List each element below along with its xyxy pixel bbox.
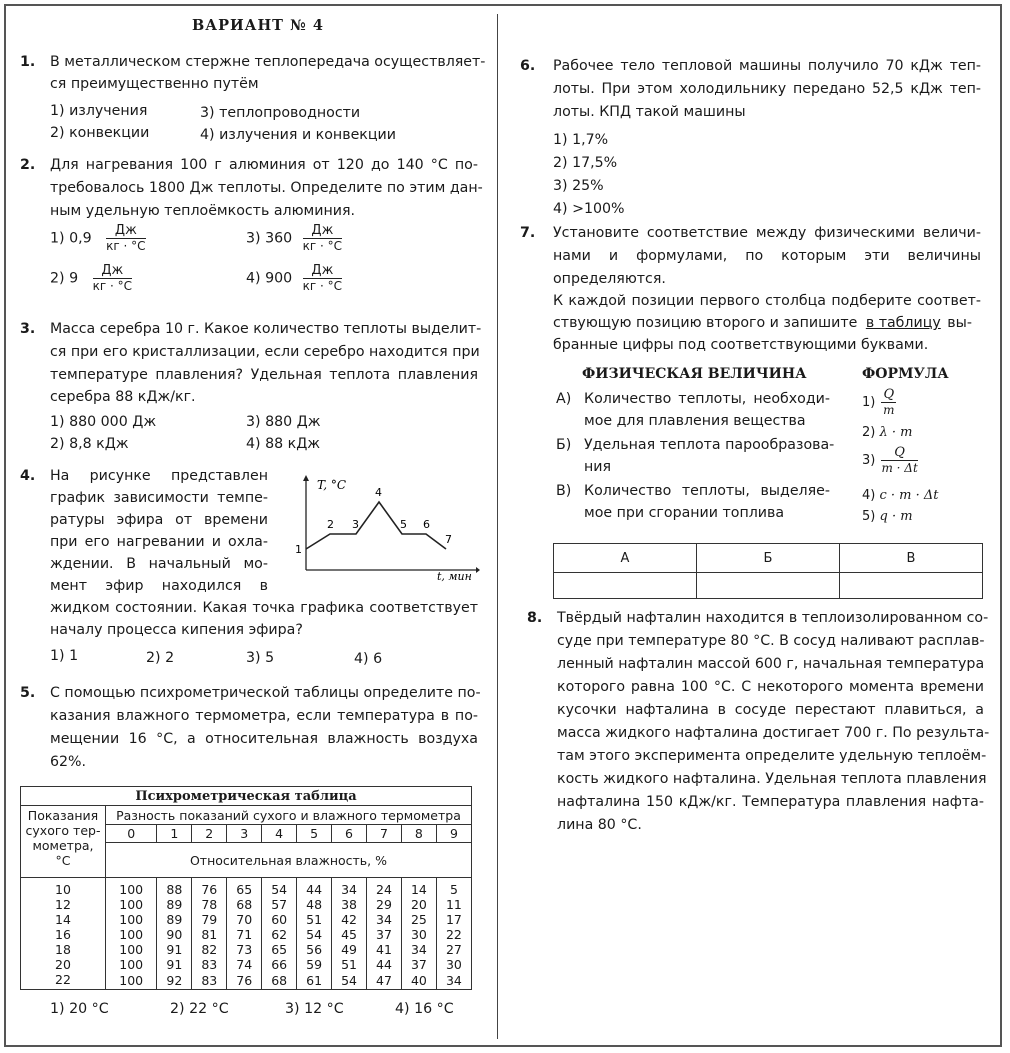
fraction-denominator: m (883, 403, 895, 417)
answer-option-2[interactable] (50, 264, 134, 293)
humidity-cell: 60 (262, 912, 297, 927)
row-header-line: Показания (27, 808, 99, 823)
answer-option-3[interactable]: 3) 5 (246, 650, 275, 666)
row-header-line: сухого тер- (25, 823, 101, 838)
fraction-numerator: Q (881, 446, 917, 461)
question-text: определяются. (553, 271, 666, 287)
question-text: ратуры эфира от времени (50, 512, 268, 528)
humidity-cell: 83 (192, 972, 227, 990)
dry-temp-cell: 22 (21, 972, 106, 990)
answer-cell-a[interactable] (554, 573, 697, 599)
row-header-line: °С (55, 853, 71, 868)
humidity-cell: 91 (157, 942, 192, 957)
answer-option-1[interactable]: 1) 20 °С (50, 1001, 109, 1017)
option-label: 3) 360 (246, 230, 293, 247)
humidity-cell: 68 (262, 972, 297, 990)
humidity-cell: 70 (227, 912, 262, 927)
question-text: кость жидкого нафталина. Удельная теплота плавления (557, 771, 987, 787)
formula-column-header: ФОРМУЛА (862, 366, 949, 382)
diff-cell: 9 (436, 825, 471, 843)
question-text: ся при его кристаллизации, если серебро находится при (50, 344, 480, 360)
option-label: 1) 0,9 (50, 230, 92, 247)
humidity-cell: 89 (157, 897, 192, 912)
diff-cell: 3 (227, 825, 262, 843)
humidity-cell: 29 (367, 897, 402, 912)
point-label-2: 2 (327, 518, 334, 531)
answer-option-1[interactable] (50, 224, 148, 253)
question-text: началу процесса кипения эфира? (50, 622, 303, 638)
humidity-cell: 88 (157, 878, 192, 898)
humidity-cell: 54 (262, 878, 297, 898)
answer-cell-v[interactable] (839, 573, 982, 599)
table-row (21, 912, 472, 927)
humidity-cell: 83 (192, 957, 227, 972)
variant-title: ВАРИАНТ № 4 (192, 17, 324, 34)
fraction-numerator: Q (883, 387, 895, 402)
answer-option-3[interactable]: 3) 12 °С (285, 1001, 344, 1017)
question-number: 2. (20, 157, 36, 173)
formula-text: q · m (879, 509, 913, 524)
answer-option-4[interactable]: 4) >100% (553, 201, 625, 217)
question-text: лоты. При этом холодильнику передано 52,5 кДж теп- (553, 81, 981, 97)
x-axis-label: t, мин (437, 570, 472, 583)
answer-option-4[interactable]: 4) излучения и конвекции (200, 127, 396, 143)
dry-temp-cell: 12 (21, 897, 106, 912)
humidity-cell: 79 (192, 912, 227, 927)
answer-option-1[interactable]: 1) 880 000 Дж (50, 414, 157, 430)
question-text: кусочки нафталина в сосуде перестают плавиться, а (557, 702, 984, 718)
humidity-cell: 45 (332, 927, 367, 942)
table-row (21, 897, 472, 912)
humidity-cell: 20 (401, 897, 436, 912)
instruction-text: К каждой позиции первого столбца подберите соответ- (553, 293, 981, 309)
dry-temp-cell: 16 (21, 927, 106, 942)
humidity-cell: 11 (436, 897, 471, 912)
fraction-denominator: m · Δt (881, 461, 918, 475)
answer-option-3[interactable]: 3) теплопроводности (200, 105, 361, 121)
y-axis-label: T, °С (317, 478, 347, 492)
humidity-cell: 61 (297, 972, 332, 990)
quantity-text: Количество теплоты, необходи- (584, 391, 830, 407)
quantity-text: мое для плавления вещества (584, 413, 806, 429)
answer-option-4[interactable]: 4) 88 кДж (246, 436, 321, 452)
fraction-denominator: кг · °С (92, 279, 132, 293)
question-text: ным удельную теплоёмкость алюминия. (50, 203, 355, 219)
quantity-label: Б) (556, 437, 572, 453)
question-text: требовалось 1800 Дж теплоты. Определите по этим дан- (50, 180, 483, 196)
formula-fraction (881, 446, 917, 475)
quantity-column-header: ФИЗИЧЕСКАЯ ВЕЛИЧИНА (582, 366, 807, 382)
question-text: мент эфир находился в (50, 578, 268, 594)
humidity-cell: 78 (192, 897, 227, 912)
answer-option-2[interactable]: 2) конвекции (50, 125, 150, 141)
table-link: в таблицу (865, 315, 941, 331)
answer-option-1[interactable]: 1) 1 (50, 648, 79, 664)
question-number: 7. (520, 225, 536, 241)
humidity-cell: 54 (332, 972, 367, 990)
humidity-cell: 65 (227, 878, 262, 898)
humidity-cell: 22 (436, 927, 471, 942)
question-text: нафталина 150 кДж/кг. Температура плавления нафта- (557, 794, 984, 810)
formula-label: 5) (862, 509, 876, 524)
humidity-cell: 100 (106, 957, 157, 972)
option-label: 2) 9 (50, 270, 79, 287)
question-number: 8. (527, 610, 543, 626)
humidity-cell: 37 (367, 927, 402, 942)
fraction-numerator: Дж (93, 264, 132, 279)
humidity-cell: 56 (297, 942, 332, 957)
answer-table (553, 543, 983, 599)
question-text: лина 80 °С. (557, 817, 642, 833)
question-text: ся преимущественно путём (50, 76, 259, 92)
formula-text: λ · m (879, 425, 913, 440)
diff-cell: 7 (367, 825, 402, 843)
humidity-cell: 100 (106, 878, 157, 898)
humidity-cell: 24 (367, 878, 402, 898)
unit-fraction (106, 224, 145, 253)
quantity-text: мое при сгорании топлива (584, 505, 785, 521)
point-label-6: 6 (423, 518, 430, 531)
y-axis-arrow (303, 475, 309, 481)
question-text: С помощью психрометрической таблицы определите по- (50, 685, 481, 701)
fraction-denominator: кг · °С (106, 239, 146, 253)
question-text: серебра 88 кДж/кг. (50, 389, 196, 405)
table-title: Психрометрическая таблица (21, 787, 472, 806)
diff-header: Разность показаний сухого и влажного термометра (106, 806, 472, 825)
temperature-time-graph (290, 472, 480, 584)
formula-label: 2) (862, 425, 876, 440)
humidity-cell: 68 (227, 897, 262, 912)
table-row (21, 972, 472, 990)
psychrometric-table (20, 786, 472, 990)
quantity-text: Количество теплоты, выделяе- (584, 483, 830, 499)
table-row (21, 942, 472, 957)
humidity-cell: 92 (157, 972, 192, 990)
answer-option-3[interactable] (246, 224, 344, 253)
answer-option-2[interactable]: 2) 17,5% (553, 155, 618, 171)
point-label-1: 1 (295, 543, 302, 556)
formula-text: c · m · Δt (879, 488, 939, 503)
humidity-cell: 100 (106, 927, 157, 942)
formula-fraction (881, 388, 896, 417)
unit-fraction (93, 264, 132, 293)
table-row (21, 927, 472, 942)
humidity-cell: 38 (332, 897, 367, 912)
question-number: 3. (20, 321, 36, 337)
humidity-cell: 30 (436, 957, 471, 972)
point-label-4: 4 (375, 486, 382, 499)
table-row (21, 878, 472, 898)
diff-cell: 6 (332, 825, 367, 843)
point-label-5: 5 (400, 518, 407, 531)
question-text: казания влажного термометра, если температура в по- (50, 708, 478, 724)
humidity-cell: 40 (401, 972, 436, 990)
question-text: лоты. КПД такой машины (553, 104, 746, 120)
question-text: при его нагревании и охла- (50, 534, 268, 550)
row-header (21, 806, 106, 878)
point-label-7: 7 (445, 533, 452, 546)
humidity-label: Относительная влажность, % (106, 843, 472, 878)
humidity-cell: 100 (106, 897, 157, 912)
humidity-cell: 44 (297, 878, 332, 898)
instruction-part: ствующую позицию второго и запишите (553, 315, 858, 331)
fraction-numerator: Дж (303, 264, 342, 279)
question-text: ленный нафталин массой 600 г, начальная температура (557, 656, 985, 672)
humidity-cell: 42 (332, 912, 367, 927)
diff-cell: 2 (192, 825, 227, 843)
instruction-part: вы- (947, 315, 972, 331)
humidity-cell: 89 (157, 912, 192, 927)
diff-cell: 8 (401, 825, 436, 843)
quantity-label: А) (556, 391, 572, 407)
humidity-cell: 76 (192, 878, 227, 898)
formula-label: 3) (862, 453, 876, 468)
quantity-text: Удельная теплота парообразова- (584, 437, 835, 453)
humidity-cell: 54 (297, 927, 332, 942)
humidity-cell: 37 (401, 957, 436, 972)
answer-option-3[interactable]: 3) 880 Дж (246, 414, 321, 430)
answer-header-b: Б (696, 544, 839, 573)
question-text: которого равна 100 °С. С некоторого момента времени (557, 679, 984, 695)
question-text: там этого эксперимента определите удельную теплоём- (557, 748, 987, 764)
option-label: 4) 900 (246, 270, 293, 287)
answer-option-1[interactable]: 1) излучения (50, 103, 148, 119)
humidity-cell: 81 (192, 927, 227, 942)
answer-option-2[interactable]: 2) 22 °С (170, 1001, 229, 1017)
diff-cell: 5 (297, 825, 332, 843)
humidity-cell: 100 (106, 972, 157, 990)
fraction-denominator: кг · °С (302, 279, 343, 293)
humidity-cell: 48 (297, 897, 332, 912)
humidity-cell: 76 (227, 972, 262, 990)
humidity-cell: 5 (436, 878, 471, 898)
question-text: жидком состоянии. Какая точка графика соответствует (50, 600, 478, 616)
question-text: В металлическом стержне теплопередача осуществляет- (50, 54, 486, 70)
humidity-cell: 51 (297, 912, 332, 927)
answer-option-1[interactable]: 1) 1,7% (553, 132, 609, 148)
answer-option-2[interactable]: 2) 8,8 кДж (50, 436, 129, 452)
instruction-text: бранные цифры под соответствующими буквами. (553, 337, 929, 353)
unit-fraction (303, 264, 342, 293)
formula-1 (862, 388, 898, 417)
question-text: ждении. В начальный мо- (50, 556, 268, 572)
question-number: 5. (20, 685, 36, 701)
humidity-cell: 14 (401, 878, 436, 898)
question-text: нами и формулами, по которым эти величины (553, 248, 981, 264)
humidity-cell: 71 (227, 927, 262, 942)
dry-temp-cell: 18 (21, 942, 106, 957)
question-text: мещении 16 °С, а относительная влажность воздуха (50, 731, 478, 747)
humidity-cell: 25 (401, 912, 436, 927)
diff-cell: 1 (157, 825, 192, 843)
formula-label: 4) (862, 488, 876, 503)
question-text: температуре плавления? Удельная теплота плавления (50, 367, 478, 383)
fraction-numerator: Дж (303, 224, 342, 239)
question-text: суде при температуре 80 °С. В сосуд наливают расплав- (557, 633, 985, 649)
humidity-cell: 90 (157, 927, 192, 942)
diff-cell: 0 (106, 825, 157, 843)
answer-header-a: А (554, 544, 697, 573)
formula-4 (862, 488, 939, 503)
humidity-cell: 34 (401, 942, 436, 957)
humidity-cell: 66 (262, 957, 297, 972)
question-text: масса жидкого нафталина достигает 700 г. По результа- (557, 725, 990, 741)
humidity-cell: 57 (262, 897, 297, 912)
humidity-cell: 82 (192, 942, 227, 957)
column-divider (497, 14, 498, 1039)
answer-option-4[interactable]: 4) 6 (354, 651, 383, 667)
table-row (21, 957, 472, 972)
humidity-cell: 59 (297, 957, 332, 972)
answer-option-3[interactable]: 3) 25% (553, 178, 604, 194)
quantity-label: В) (556, 483, 572, 499)
humidity-cell: 47 (367, 972, 402, 990)
question-text: Для нагревания 100 г алюминия от 120 до 140 °С по- (50, 157, 478, 173)
humidity-cell: 49 (332, 942, 367, 957)
formula-2 (862, 425, 912, 440)
question-number: 6. (520, 58, 536, 74)
dry-temp-cell: 14 (21, 912, 106, 927)
question-text: Масса серебра 10 г. Какое количество теплоты выделит- (50, 321, 482, 337)
answer-header-v: В (839, 544, 982, 573)
answer-option-2[interactable]: 2) 2 (146, 650, 175, 666)
dry-temp-cell: 20 (21, 957, 106, 972)
humidity-cell: 91 (157, 957, 192, 972)
question-text: график зависимости темпе- (50, 490, 268, 506)
answer-option-4[interactable]: 4) 16 °С (395, 1001, 454, 1017)
fraction-numerator: Дж (106, 224, 145, 239)
diff-cell: 4 (262, 825, 297, 843)
humidity-cell: 27 (436, 942, 471, 957)
quantity-text: ния (584, 459, 612, 475)
humidity-cell: 100 (106, 942, 157, 957)
humidity-cell: 100 (106, 912, 157, 927)
humidity-cell: 62 (262, 927, 297, 942)
answer-cell-b[interactable] (696, 573, 839, 599)
formula-5 (862, 509, 913, 524)
humidity-cell: 34 (436, 972, 471, 990)
formula-3 (862, 446, 920, 475)
humidity-cell: 44 (367, 957, 402, 972)
humidity-cell: 34 (332, 878, 367, 898)
question-text: На рисунке представлен (50, 468, 268, 484)
point-label-3: 3 (352, 518, 359, 531)
question-number: 1. (20, 54, 36, 70)
humidity-cell: 65 (262, 942, 297, 957)
question-number: 4. (20, 468, 36, 484)
humidity-cell: 17 (436, 912, 471, 927)
fraction-denominator: кг · °С (302, 239, 343, 253)
answer-option-4[interactable] (246, 264, 344, 293)
humidity-cell: 34 (367, 912, 402, 927)
humidity-cell: 73 (227, 942, 262, 957)
instruction-text (553, 312, 981, 334)
question-text: Установите соответствие между физическими величи- (553, 225, 981, 241)
row-header-line: мометра, (32, 838, 94, 853)
question-text: 62%. (50, 754, 87, 770)
humidity-cell: 41 (367, 942, 402, 957)
formula-label: 1) (862, 395, 876, 410)
humidity-cell: 74 (227, 957, 262, 972)
dry-temp-cell: 10 (21, 878, 106, 898)
unit-fraction (303, 224, 342, 253)
question-text: Твёрдый нафталин находится в теплоизолированном со- (557, 610, 989, 626)
x-axis-arrow (476, 567, 480, 573)
humidity-cell: 51 (332, 957, 367, 972)
humidity-cell: 30 (401, 927, 436, 942)
question-text: Рабочее тело тепловой машины получило 70 кДж теп- (553, 58, 981, 74)
